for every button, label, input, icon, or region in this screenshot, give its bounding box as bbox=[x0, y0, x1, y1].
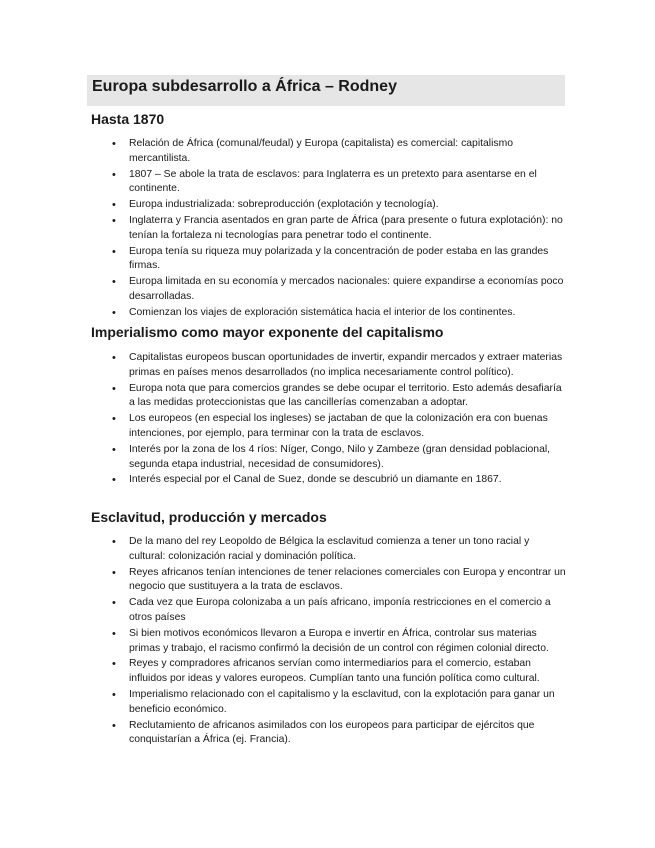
list-item: • Relación de África (comunal/feudal) y Europa (capitalista) es comercial: capitalismo mercantilista. bbox=[112, 137, 567, 167]
list-item: • Europa nota que para comercios grandes se debe ocupar el territorio. Esto además desafiaría a las medidas proteccionistas que las cancillerías comenzaban a adoptar. bbox=[112, 382, 567, 412]
list-item: • Capitalistas europeos buscan oportunidades de invertir, expandir mercados y extraer materias primas en países menos desarrollados (no implica necesariamente control político). bbox=[112, 351, 567, 381]
list-item: • Reclutamiento de africanos asimilados con los europeos para participar de ejércitos que conquistarían a África (ej. Francia). bbox=[112, 719, 567, 749]
section-heading-hasta-1870: Hasta 1870 bbox=[91, 111, 165, 127]
list-item: • 1807 – Se abole la trata de esclavos: para Inglaterra es un pretexto para asentarse en el continente. bbox=[112, 168, 567, 198]
list-item: • De la mano del rey Leopoldo de Bélgica la esclavitud comienza a tener un tono racial y cultural: colonización racial y dominación política. bbox=[112, 535, 567, 565]
list-item: • Imperialismo relacionado con el capitalismo y la esclavitud, con la explotación para ganar un beneficio económico. bbox=[112, 688, 567, 718]
section-list-esclavitud bbox=[112, 535, 567, 749]
list-item: • Interés especial por el Canal de Suez, donde se descubrió un diamante en 1867. bbox=[112, 473, 567, 488]
list-item: • Europa industrializada: sobreproducción (explotación y tecnología). bbox=[112, 198, 567, 213]
section-heading-imperialismo: Imperialismo como mayor exponente del capitalismo bbox=[91, 324, 444, 340]
section-heading-esclavitud: Esclavitud, producción y mercados bbox=[91, 509, 327, 525]
list-item: • Cada vez que Europa colonizaba a un país africano, imponía restricciones en el comercio a otros países bbox=[112, 596, 567, 626]
list-item: • Los europeos (en especial los ingleses) se jactaban de que la colonización era con buenas intenciones, por ejemplo, para terminar con la trata de esclavos. bbox=[112, 412, 567, 442]
list-item: • Comienzan los viajes de exploración sistemática hacia el interior de los continentes. bbox=[112, 306, 567, 321]
list-item: • Reyes y compradores africanos servían como intermediarios para el comercio, estaban influidos por ideas y valores europeos. Cumplían tanto una función política como cultural. bbox=[112, 657, 567, 687]
section-list-hasta-1870 bbox=[112, 137, 567, 322]
list-item: • Reyes africanos tenían intenciones de tener relaciones comerciales con Europa y encontrar un negocio que sustituyera a la trata de esclavos. bbox=[112, 566, 567, 596]
document-title: Europa subdesarrollo a África – Rodney bbox=[92, 78, 397, 95]
list-item: • Europa limitada en su economía y mercados nacionales: quiere expandirse a economías poco desarrolladas. bbox=[112, 275, 567, 305]
list-item: • Interés por la zona de los 4 ríos: Níger, Congo, Nilo y Zambeze (gran densidad poblacional, segunda etapa industrial, necesidad de consumidores). bbox=[112, 443, 567, 473]
section-list-imperialismo bbox=[112, 351, 567, 489]
list-item: • Europa tenía su riqueza muy polarizada y la concentración de poder estaba en las grandes firmas. bbox=[112, 245, 567, 275]
list-item: • Inglaterra y Francia asentados en gran parte de África (para presente o futura explotación): no tenían la fortaleza ni tecnologías para penetrar todo el continente. bbox=[112, 214, 567, 244]
list-item: • Si bien motivos económicos llevaron a Europa e invertir en África, controlar sus materias primas y trabajo, el racismo confirmó la decisión de un control con régimen colonial directo. bbox=[112, 627, 567, 657]
